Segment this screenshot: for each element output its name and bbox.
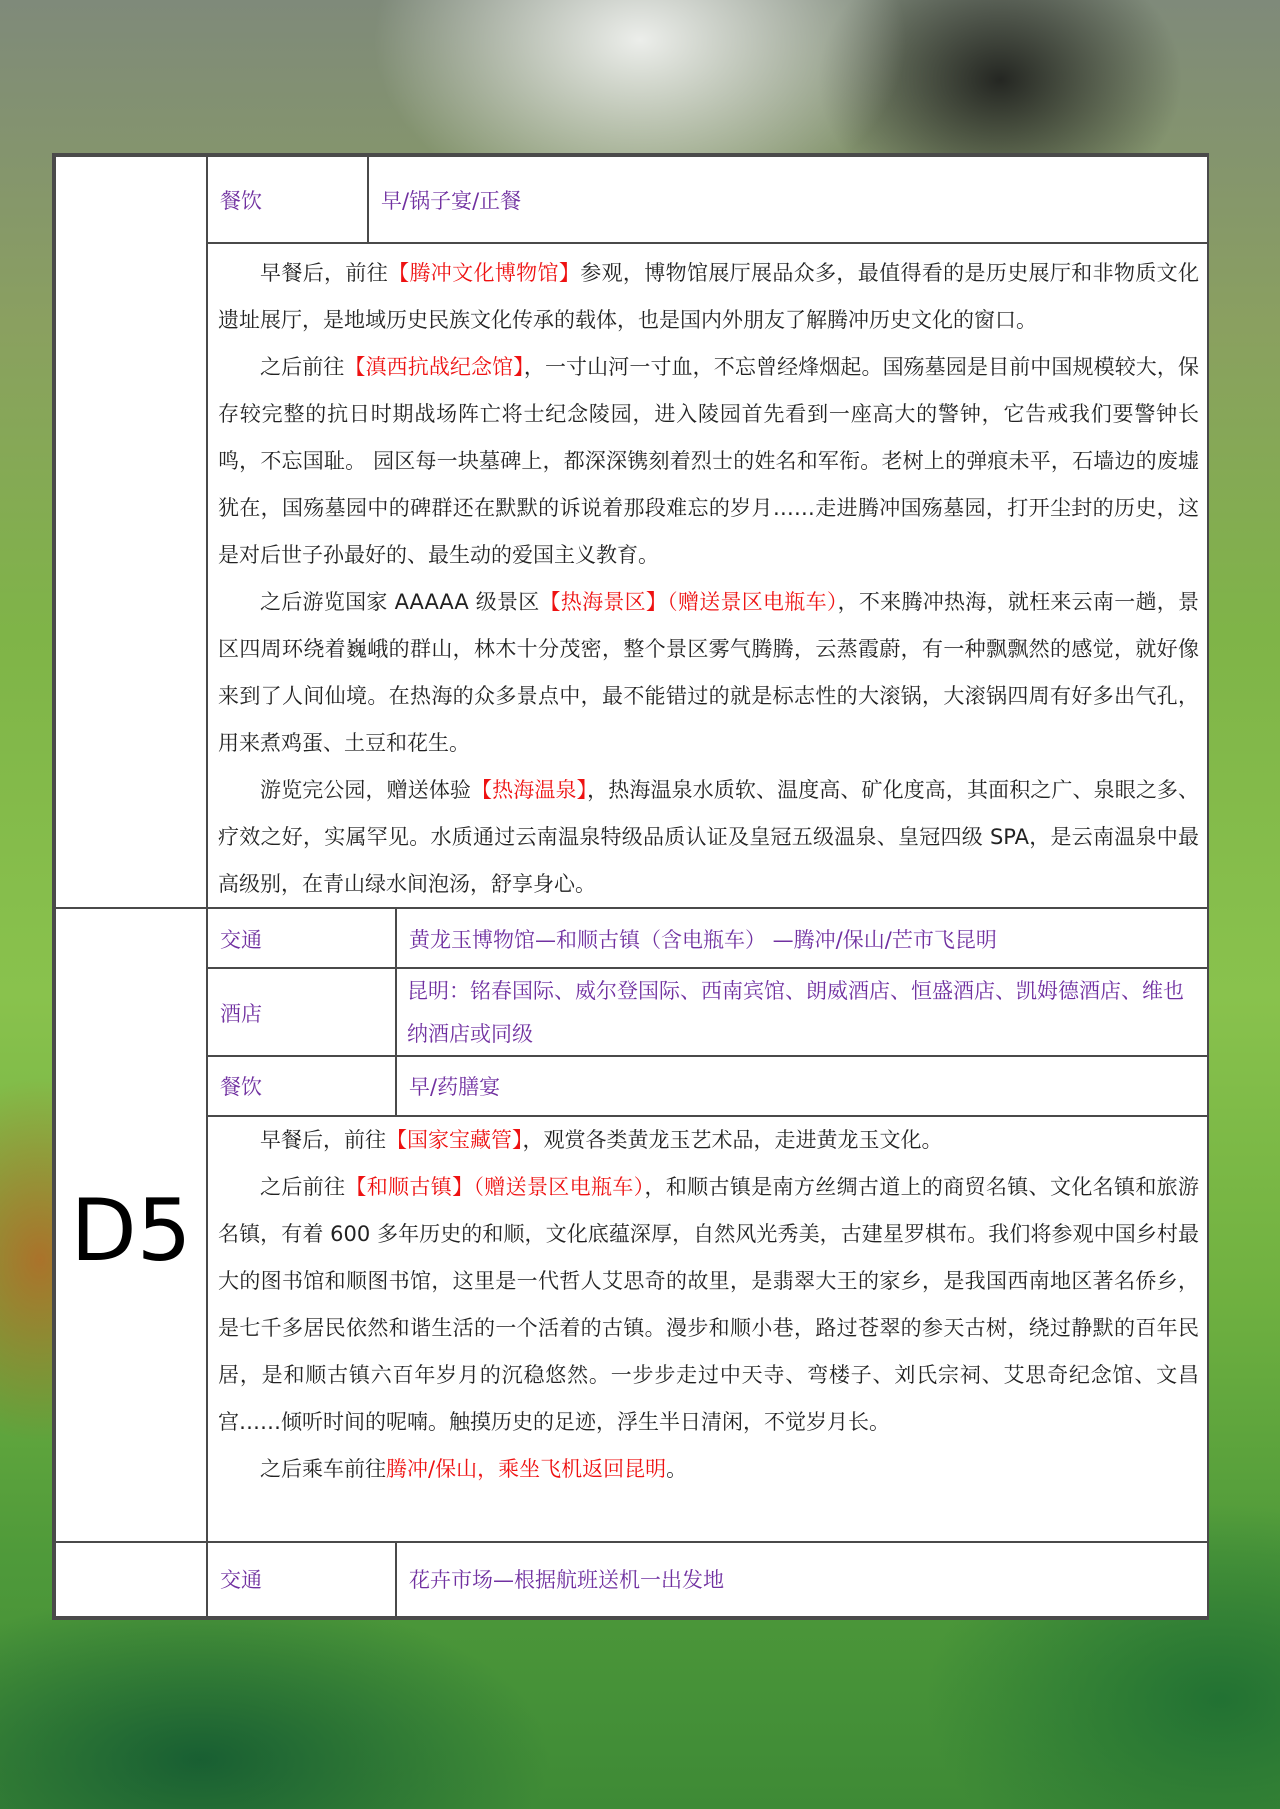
itinerary-table: [52, 153, 1209, 1620]
body-text: 。: [666, 1457, 688, 1481]
day-cell-next: [54, 1541, 208, 1618]
body-text: 参观，博物馆展厅展品众多，最值得看的是历史展厅和非物质文化遗址展厅，是地域历史民族文化传承的载体，也是国内外朋友了解腾冲历史文化的窗口。: [218, 261, 1199, 332]
body-text: 之后游览国家 AAAAA 级景区: [260, 590, 540, 614]
description-cell-d5: [206, 1115, 1209, 1543]
highlight-text: 【滇西抗战纪念馆】: [344, 355, 524, 379]
hotel-value: 昆明：铭春国际、威尔登国际、西南宾馆、朗威酒店、恒盛酒店、凯姆德酒店、维也纳酒店或同级: [407, 979, 1184, 1046]
dining-value: 早/锅子宴/正餐: [381, 189, 522, 213]
day-label: D5: [70, 1181, 192, 1281]
hotel-value-cell: [395, 967, 1209, 1057]
paragraph: [218, 767, 1199, 908]
highlight-text: 【国家宝藏管】: [386, 1128, 523, 1152]
transport-label-cell-next: [206, 1541, 397, 1618]
paragraph: [218, 579, 1199, 767]
dining-label-cell: [206, 155, 369, 244]
body-text: ，和顺古镇是南方丝绸古道上的商贸名镇、文化名镇和旅游名镇，有着 600 多年历史的和顺，文化底蕴深厚，自然风光秀美，古建星罗棋布。我们将参观中国乡村最大的图书馆和顺图书馆，这里是一代哲人艾思奇的故里，是翡翠大王的家乡，是我国西南地区著名侨乡，是七千多居民依然和谐生活的一个活着的古镇。漫步和顺小巷，路过苍翠的参天古树，绕过静默的百年民居，是和顺古镇六百年岁月的沉稳悠然。一步步走过中天寺、弯楼子、刘氏宗祠、艾思奇纪念馆、文昌宫……倾听时间的呢喃。触摸历史的足迹，浮生半日清闲，不觉岁月长。: [218, 1175, 1200, 1434]
paragraph: [218, 1164, 1199, 1446]
dining-label-cell-d5: [206, 1055, 397, 1117]
body-text: 之后前往: [260, 355, 345, 379]
body-text: ，一寸山河一寸血，不忘曾经烽烟起。国殇墓园是目前中国规模较大，保存较完整的抗日时期战场阵亡将士纪念陵园，进入陵园首先看到一座高大的警钟，它告戒我们要警钟长鸣，不忘国耻。 园区每一块墓碑上，都深深镌刻着烈士的姓名和军衔。老树上的弹痕未平，石墙边的废墟犹在，国殇墓园中的碑群还在默默的诉说着那段难忘的岁月……走进腾冲国殇墓园，打开尘封的历史，这是对后世子孙最好的、最生动的爱国主义教育。: [218, 355, 1200, 567]
body-text: 之后前往: [260, 1175, 346, 1199]
body-text: 早餐后，前往: [260, 261, 389, 285]
dining-label: 餐饮: [220, 189, 262, 213]
transport-value-cell: [395, 907, 1209, 969]
transport-label: 交通: [220, 928, 262, 952]
description-cell: [206, 242, 1209, 909]
transport-label-next: 交通: [220, 1568, 262, 1592]
highlight-text: 【热海温泉】: [471, 778, 588, 802]
body-text: 游览完公园，赠送体验: [260, 778, 472, 802]
highlight-text: 腾冲/保山，乘坐飞机返回昆明: [386, 1457, 667, 1481]
hotel-label-cell: [206, 967, 397, 1057]
highlight-text: 【和顺古镇】（赠送景区电瓶车）: [345, 1175, 645, 1199]
transport-value-next: 花卉市场—根据航班送机一出发地: [409, 1568, 724, 1592]
dining-value-cell-d5: [395, 1055, 1209, 1117]
day-cell-d5: [54, 907, 208, 1543]
hotel-label: 酒店: [220, 1002, 262, 1026]
dining-value-d5: 早/药膳宴: [409, 1075, 501, 1099]
transport-value: 黄龙玉博物馆—和顺古镇（含电瓶车） —腾冲/保山/芒市飞昆明: [409, 928, 997, 952]
dining-value-cell: [367, 155, 1209, 244]
dining-label-d5: 餐饮: [220, 1075, 262, 1099]
description-text-d5: [218, 1117, 1199, 1493]
highlight-text: 【热海景区】（赠送景区电瓶车）: [539, 590, 838, 614]
body-text: 之后乘车前往: [260, 1457, 386, 1481]
body-text: ，不来腾冲热海，就枉来云南一趟，景区四周环绕着巍峨的群山，林木十分茂密，整个景区雾气腾腾，云蒸霞蔚，有一种飘飘然的感觉，就好像来到了人间仙境。在热海的众多景点中，最不能错过的就是标志性的大滚锅，大滚锅四周有好多出气孔，用来煮鸡蛋、土豆和花生。: [218, 590, 1200, 755]
description-text: [218, 250, 1199, 908]
paragraph: [218, 1446, 1199, 1493]
paragraph: [218, 250, 1199, 344]
body-text: 早餐后，前往: [260, 1128, 386, 1152]
highlight-text: 【腾冲文化博物馆】: [388, 261, 581, 285]
body-text: ，观赏各类黄龙玉艺术品，走进黄龙玉文化。: [522, 1128, 943, 1152]
paragraph: [218, 1117, 1199, 1164]
transport-value-cell-next: [395, 1541, 1209, 1618]
day-cell-previous: [54, 155, 208, 909]
transport-label-cell: [206, 907, 397, 969]
paragraph: [218, 344, 1199, 579]
body-text: ，热海温泉水质软、温度高、矿化度高，其面积之广、泉眼之多、疗效之好，实属罕见。水质通过云南温泉特级品质认证及皇冠五级温泉、皇冠四级 SPA，是云南温泉中最高级别，在青山绿水间泡汤，舒享身心。: [218, 778, 1200, 896]
